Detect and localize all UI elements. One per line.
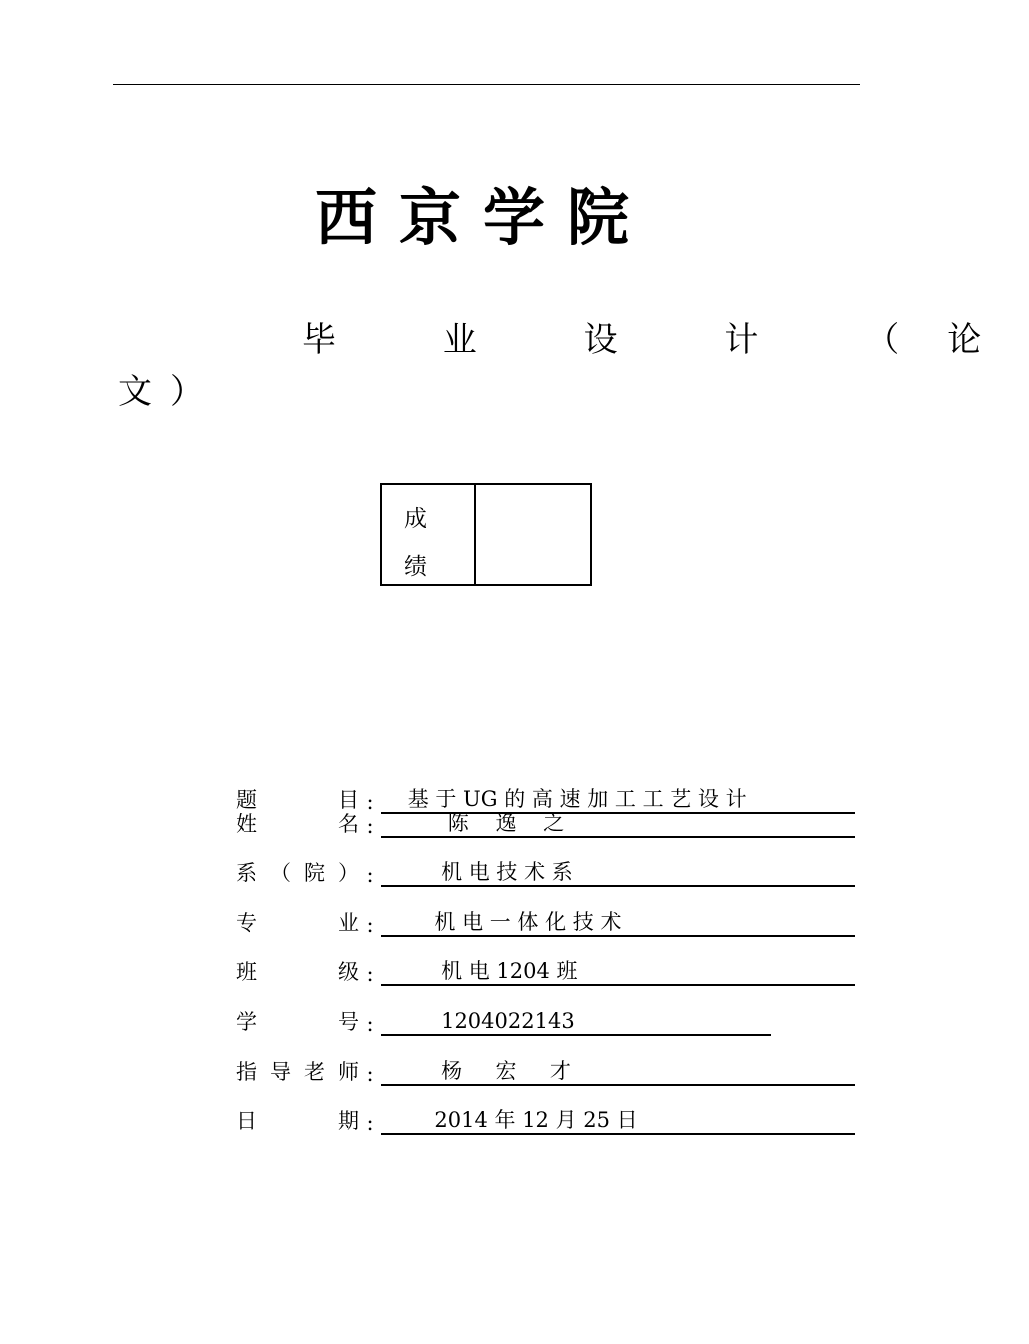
info-label-char: 专 bbox=[236, 911, 257, 935]
info-label bbox=[236, 857, 359, 887]
info-label bbox=[236, 907, 359, 937]
info-row-department bbox=[236, 859, 855, 887]
info-colon: : bbox=[366, 814, 374, 838]
info-value-major: 机 电 一 体 化 技 术 bbox=[381, 909, 855, 937]
info-label-char: 老 bbox=[304, 1060, 325, 1084]
info-colon: : bbox=[366, 913, 374, 937]
grade-label-cell bbox=[382, 485, 476, 584]
info-label bbox=[236, 808, 359, 838]
info-label-char: 姓 bbox=[236, 812, 257, 836]
info-value-advisor: 杨 宏 才 bbox=[381, 1058, 855, 1086]
grade-value-cell bbox=[476, 485, 590, 584]
info-colon: : bbox=[366, 1012, 374, 1036]
info-label-char: 导 bbox=[270, 1060, 291, 1084]
info-label-char: 日 bbox=[236, 1109, 257, 1133]
info-label bbox=[236, 1006, 359, 1036]
info-label-char: 系 bbox=[236, 861, 257, 885]
grade-box bbox=[380, 483, 592, 586]
info-label-char: 目 bbox=[338, 788, 359, 812]
info-label bbox=[236, 1105, 359, 1135]
info-row-student-id bbox=[236, 1008, 771, 1036]
info-row-major bbox=[236, 909, 855, 937]
info-label-char: 学 bbox=[236, 1010, 257, 1034]
top-rule bbox=[113, 84, 860, 85]
info-value-topic: 基 于 UG 的 高 速 加 工 工 艺 设 计 bbox=[381, 786, 855, 814]
info-label-char: 级 bbox=[338, 960, 359, 984]
info-value-student-id: 1204022143 bbox=[381, 1008, 771, 1036]
info-label bbox=[236, 1056, 359, 1086]
school-name: 西京学院 bbox=[314, 181, 651, 254]
info-colon: : bbox=[366, 1062, 374, 1086]
thesis-title-line2: 文） bbox=[118, 372, 222, 412]
info-colon: : bbox=[366, 863, 374, 887]
info-label-char: 师 bbox=[338, 1060, 359, 1084]
info-label-char: 指 bbox=[236, 1060, 257, 1084]
info-value-department: 机 电 技 术 系 bbox=[381, 859, 855, 887]
info-row-date bbox=[236, 1107, 855, 1135]
info-label bbox=[236, 956, 359, 986]
info-label-char: 业 bbox=[338, 911, 359, 935]
grade-label-line1: 成 bbox=[404, 506, 427, 532]
info-colon: : bbox=[366, 1111, 374, 1135]
info-row-class bbox=[236, 958, 855, 986]
info-value-class: 机 电 1204 班 bbox=[381, 958, 855, 986]
info-row-advisor bbox=[236, 1058, 855, 1086]
info-label-char: 题 bbox=[236, 788, 257, 812]
info-label-char: 名 bbox=[338, 812, 359, 836]
info-value-date: 2014 年 12 月 25 日 bbox=[381, 1107, 855, 1135]
info-label-char: 班 bbox=[236, 960, 257, 984]
info-colon: : bbox=[366, 790, 374, 814]
thesis-title-line1: 毕 业 设 计 （论 bbox=[302, 320, 1029, 360]
info-colon: : bbox=[366, 962, 374, 986]
info-label-char: 期 bbox=[338, 1109, 359, 1133]
info-label-char: 号 bbox=[338, 1010, 359, 1034]
info-label-char: ） bbox=[338, 861, 359, 885]
info-value-name: 陈 逸 之 bbox=[381, 810, 855, 838]
info-label-char: （ bbox=[270, 861, 291, 885]
grade-label-line2: 绩 bbox=[404, 554, 427, 580]
info-row-name bbox=[236, 810, 855, 838]
info-label-char: 院 bbox=[304, 861, 325, 885]
